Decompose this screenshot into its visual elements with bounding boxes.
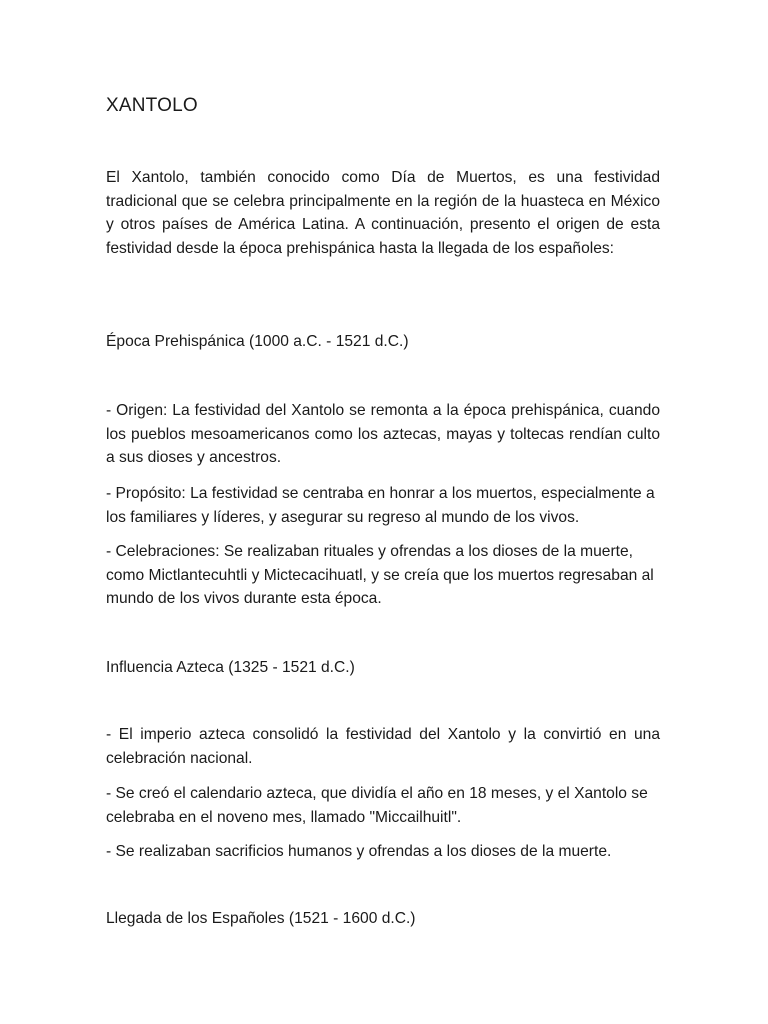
- prehispanic-item-purpose: - Propósito: La festividad se centraba en honrar a los muertos, especialmente a los familiares y líderes, y asegurar su regreso al mundo de los vivos.: [106, 485, 655, 526]
- aztec-item-calendar: - Se creó el calendario azteca, que dividía el año en 18 meses, y el Xantolo se celebraba en el noveno mes, llamado "Miccailhuitl".: [106, 785, 648, 826]
- prehispanic-item-origin: - Origen: La festividad del Xantolo se remonta a la época prehispánica, cuando los pueblos mesoamericanos como los aztecas, mayas y toltecas rendían culto a sus dioses y ancestros.: [106, 402, 660, 466]
- aztec-item-empire: - El imperio azteca consolidó la festividad del Xantolo y la convirtió en una celebración nacional.: [106, 726, 660, 767]
- section-heading-spanish: Llegada de los Españoles (1521 - 1600 d.C.): [106, 910, 416, 927]
- document-title: XANTOLO: [106, 95, 198, 116]
- intro-paragraph: El Xantolo, también conocido como Día de Muertos, es una festividad tradicional que se celebra principalmente en la región de la huasteca en México y otros países de América Latina. A continuación, presento el origen de esta festividad desde la época prehispánica hasta la llegada de los españoles:: [106, 169, 660, 257]
- section-heading-aztec: Influencia Azteca (1325 - 1521 d.C.): [106, 659, 355, 676]
- prehispanic-item-celebrations: - Celebraciones: Se realizaban rituales y ofrendas a los dioses de la muerte, como Mictlantecuhtli y Mictecacihuatl, y se creía que los muertos regresaban al mundo de los vivos durante esta época.: [106, 543, 654, 607]
- section-heading-prehispanic: Época Prehispánica (1000 a.C. - 1521 d.C.): [106, 333, 409, 350]
- aztec-item-sacrifices: - Se realizaban sacrificios humanos y ofrendas a los dioses de la muerte.: [106, 843, 612, 860]
